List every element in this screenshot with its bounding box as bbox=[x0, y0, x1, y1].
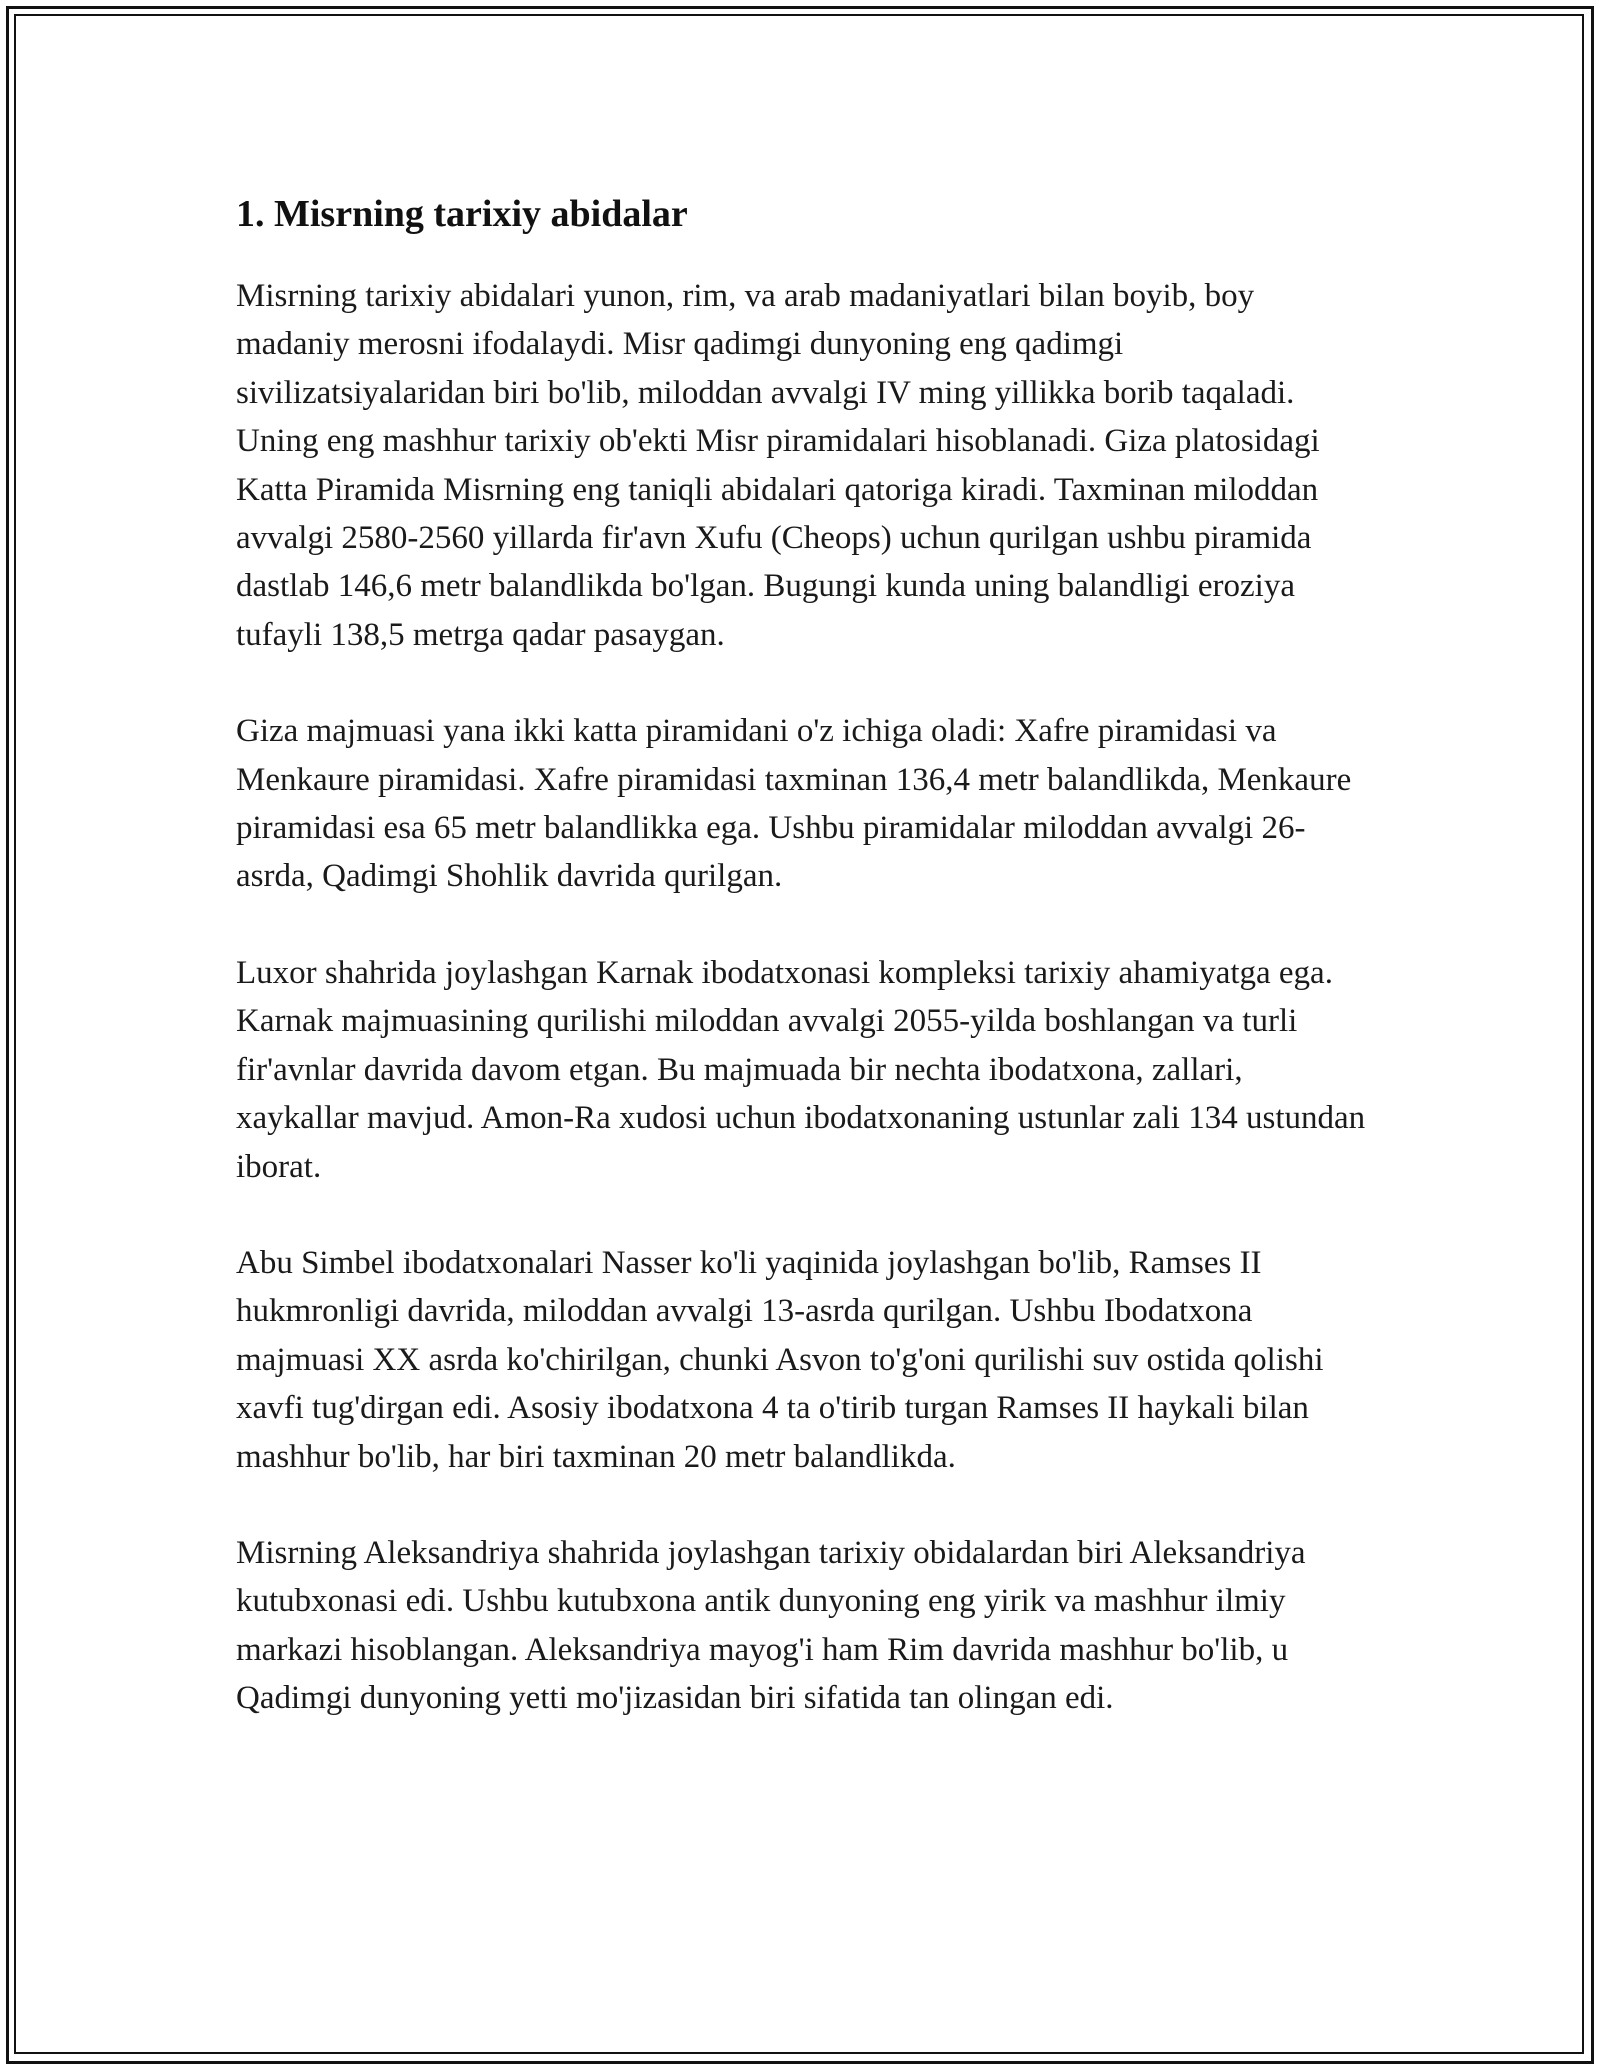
paragraph-pyramids-intro: Misrning tarixiy abidalari yunon, rim, va arab madaniyatlari bilan boyib, boy madaniy merosni ifodalaydi. Misr qadimgi dunyoning eng qadimgi sivilizatsiyalaridan biri bo'lib, miloddan avvalgi IV ming yillikka borib taqaladi. Uning eng mashhur tarixiy ob'ekti Misr piramidalari hisoblanadi. Giza platosidagi Katta Piramida Misrning eng taniqli abidalari qatoriga kiradi. Taxminan miloddan avvalgi 2580-2560 yillarda fir'avn Xufu (Cheops) uchun qurilgan ushbu piramida dastlab 146,6 metr balandlikda bo'lgan. Bugungi kunda uning balandligi eroziya tufayli 138,5 metrga qadar pasaygan. bbox=[236, 278, 1320, 653]
paragraph-giza-complex: Giza majmuasi yana ikki katta piramidani o'z ichiga oladi: Xafre piramidasi va Menkaure piramidasi. Xafre piramidasi taxminan 136,4 metr balandlikda, Menkaure piramidasi esa 65 metr balandlikka ega. Ushbu piramidalar miloddan avvalgi 26-asrda, Qadimgi Shohlik davrida qurilgan. bbox=[236, 713, 1352, 895]
paragraph-abu-simbel: Abu Simbel ibodatxonalari Nasser ko'li yaqinida joylashgan bo'lib, Ramses II hukmronligi davrida, miloddan avvalgi 13-asrda qurilgan. Ushbu Ibodatxona majmuasi XX asrda ko'chirilgan, chunki Asvon to'g'oni qurilishi suv ostida qolishi xavfi tug'dirgan edi. Asosiy ibodatxona 4 ta o'tirib turgan Ramses II haykali bilan mashhur bo'lib, har biri taxminan 20 metr balandlikda. bbox=[236, 1244, 1324, 1475]
document-title: 1. Misrning tarixiy abidalar bbox=[236, 193, 688, 235]
document-body bbox=[236, 186, 1366, 1723]
paragraph-alexandria: Misrning Aleksandriya shahrida joylashgan tarixiy obidalardan biri Aleksandriya kutubxonasi edi. Ushbu kutubxona antik dunyoning eng yirik va mashhur ilmiy markazi hisoblangan. Aleksandriya mayog'i ham Rim davrida mashhur bo'lib, u Qadimgi dunyoning yetti mo'jizasidan biri sifatida tan olingan edi. bbox=[236, 1534, 1306, 1717]
paragraph-karnak-temple: Luxor shahrida joylashgan Karnak ibodatxonasi kompleksi tarixiy ahamiyatga ega. Karnak majmuasining qurilishi miloddan avvalgi 2055-yilda boshlangan va turli fir'avnlar davrida davom etgan. Bu majmuada bir nechta ibodatxona, zallari, xaykallar mavjud. Amon-Ra xudosi uchun ibodatxonaning ustunlar zali 134 ustundan iborat. bbox=[236, 954, 1366, 1185]
